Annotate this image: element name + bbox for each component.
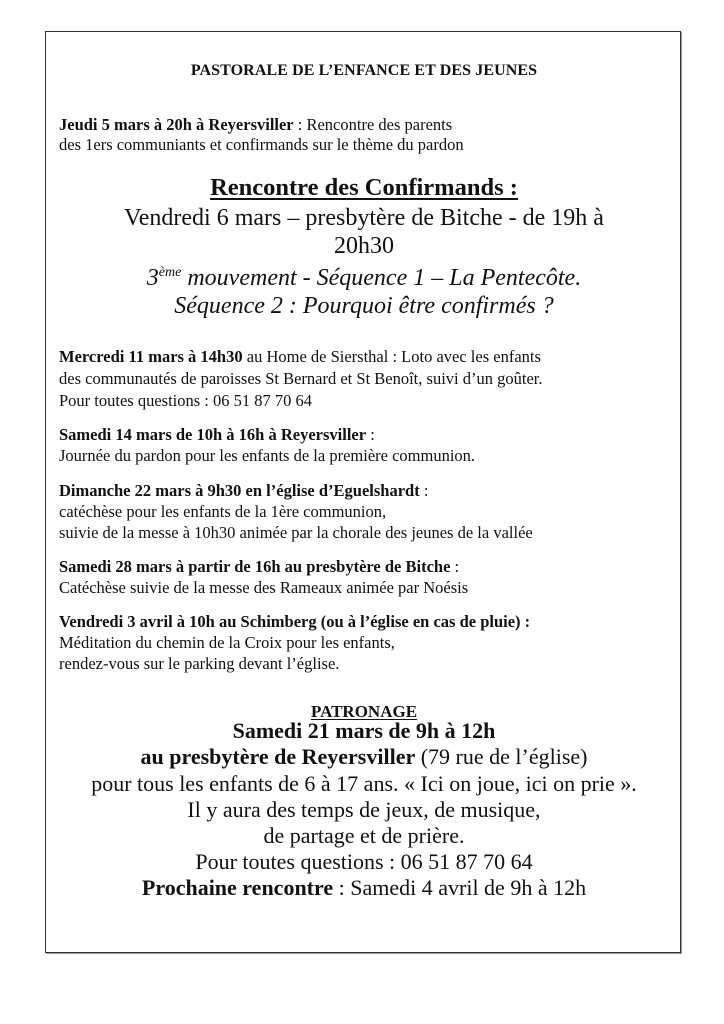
confirmands-heading: Rencontre des Confirmands : (210, 174, 518, 201)
patronage-next-date: : Samedi 4 avril de 9h à 12h (333, 875, 587, 900)
confirmands-sequence1 (45, 264, 683, 292)
confirmands-line1: Vendredi 6 mars – presbytère de Bitche - de 19h à (124, 205, 604, 231)
confirmands-sequence2: Séquence 2 : Pourquoi être confirmés ? (174, 293, 554, 319)
event-mercredi-date: Mercredi 11 mars à 14h30 (59, 347, 243, 366)
event-vendredi3 (59, 612, 530, 632)
event-samedi14-date: Samedi 14 mars de 10h à 16h à Reyersviller (59, 425, 367, 444)
patronage-date: Samedi 21 mars de 9h à 12h (232, 718, 496, 743)
event-mercredi (59, 347, 541, 367)
event-samedi28-date: Samedi 28 mars à partir de 16h au presbytère de Bitche (59, 557, 451, 576)
event-vendredi3-date: Vendredi 3 avril à 10h au Schimberg (ou à l’église en cas de pluie) : (59, 612, 531, 631)
event-vendredi3-line2: Méditation du chemin de la Croix pour les enfants, (59, 633, 395, 652)
sequence1-number: 3 (146, 265, 159, 291)
event-dimanche22-line3: suivie de la messe à 10h30 animée par la chorale des jeunes de la vallée (59, 523, 533, 542)
patronage-children: pour tous les enfants de 6 à 17 ans. « Ici on joue, ici on prie ». (91, 771, 637, 796)
event-mercredi-desc: au Home de Siersthal : Loto avec les enfants (242, 347, 541, 366)
patronage-contact: Pour toutes questions : 06 51 87 70 64 (195, 849, 533, 874)
event-dimanche22-line2: catéchèse pour les enfants de la 1ère communion, (59, 502, 387, 521)
event-mercredi-line2: des communautés de paroisses St Bernard et St Benoît, suivi d’un goûter. (59, 369, 543, 388)
sequence1-superscript: ème (158, 265, 182, 280)
confirmands-line2: 20h30 (334, 233, 394, 259)
patronage-heading: PATRONAGE (310, 702, 418, 721)
patronage-place-name: au presbytère de Reyersviller (140, 744, 416, 769)
event-jeudi-line2: des 1ers communiants et confirmands sur le thème du pardon (59, 135, 464, 154)
event-mercredi-line3: Pour toutes questions : 06 51 87 70 64 (59, 391, 313, 410)
sequence1-text: mouvement - Séquence 1 – La Pentecôte. (181, 265, 582, 291)
event-samedi14-line2: Journée du pardon pour les enfants de la première communion. (59, 446, 476, 465)
patronage-next-label: Prochaine rencontre (141, 875, 334, 900)
event-samedi28-colon: : (450, 557, 460, 576)
event-jeudi-date: Jeudi 5 mars à 20h à Reyersviller (59, 115, 294, 134)
event-samedi14-colon: : (366, 425, 375, 444)
event-samedi14 (59, 425, 375, 445)
patronage-activities-1: Il y aura des temps de jeux, de musique, (187, 797, 541, 822)
page-title: PASTORALE DE L’ENFANCE ET DES JEUNES (190, 62, 538, 79)
event-jeudi-desc: : Rencontre des parents (293, 115, 453, 134)
event-dimanche22 (59, 481, 428, 501)
patronage-activities-2: de partage et de prière. (263, 823, 465, 848)
event-samedi28 (59, 557, 459, 577)
patronage-place-address: (79 rue de l’église) (415, 744, 588, 769)
event-samedi28-line2: Catéchèse suivie de la messe des Rameaux animée par Noésis (59, 578, 469, 597)
event-dimanche22-date: Dimanche 22 mars à 9h30 en l’église d’Eguelshardt (59, 481, 420, 500)
patronage-next-meeting (45, 875, 683, 901)
event-vendredi3-line3: rendez-vous sur le parking devant l’église. (59, 654, 340, 673)
event-dimanche22-colon: : (419, 481, 429, 500)
event-jeudi (59, 115, 452, 135)
patronage-place (45, 744, 683, 770)
